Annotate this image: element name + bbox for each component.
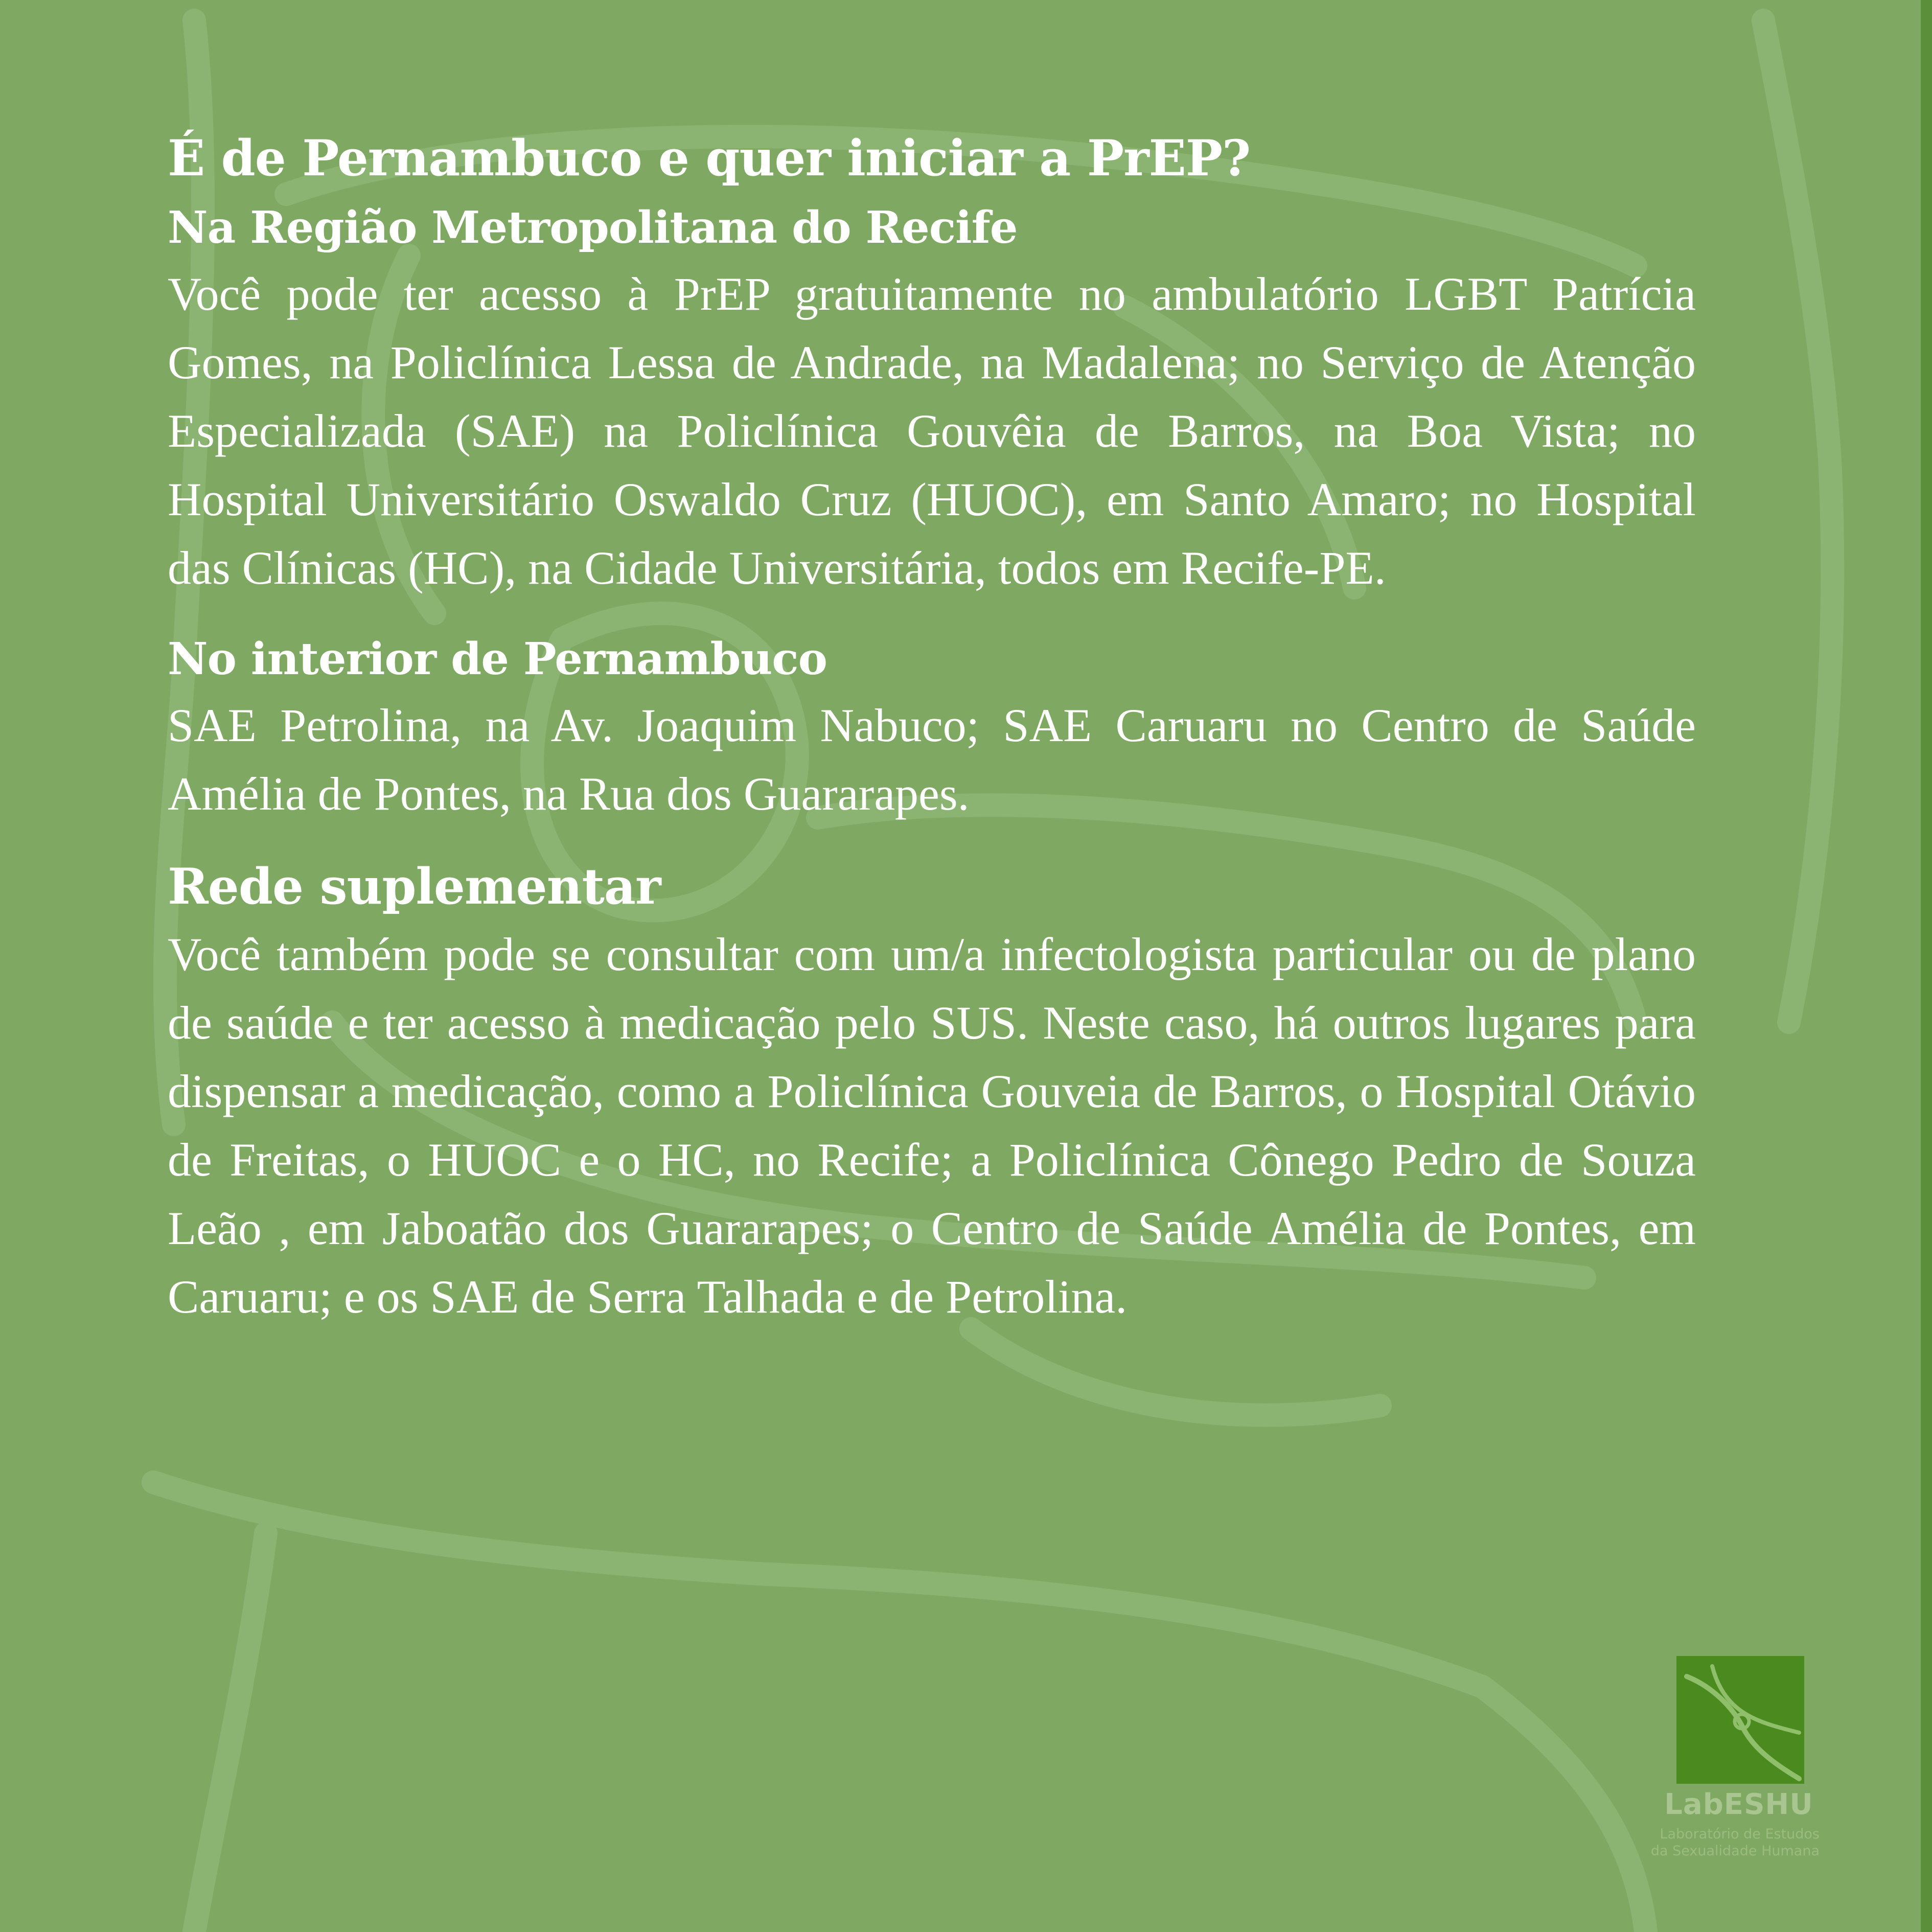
logo-subtitle [1610,1826,1820,1859]
logo-subtitle-line: da Sexualidade Humana [1650,1843,1820,1859]
labeshu-logo [1610,1656,1825,1860]
logo-mark-icon [1676,1656,1804,1784]
logo-name: LabESHU [1664,1788,1813,1821]
section-text: Você pode ter acesso à PrEP gratuitamente no ambulatório LGBT Patrícia Gomes, na Policlínica Lessa de Andrade, na Madalena; no Serviço de Atenção Especializada (SAE) na Policlínica Gouvêia de Barros, na Boa Vista; no Hospital Universitário Oswaldo Cruz (HUOC), em Santo Amaro; no Hospital das Clínicas (HC), na Cidade Universitária, todos em Recife-PE. [168,268,1696,594]
page-title: É de Pernambuco e quer iniciar a PrEP? [168,129,1251,187]
section-interior [168,628,1696,828]
section-text: SAE Petrolina, na Av. Joaquim Nabuco; SAE Caruaru no Centro de Saúde Amélia de Pontes, na Rua dos Guararapes. [168,699,1696,820]
section-metropolitan-region [168,196,1696,602]
right-edge-stripe [1921,0,1932,1932]
section-title: No interior de Pernambuco [168,633,827,685]
logo-subtitle-line: Laboratório de Estudos [1660,1826,1820,1842]
section-supplementary-network [168,854,1696,1331]
section-title: Rede suplementar [168,858,661,915]
section-text: Você também pode se consultar com um/a infectologista particular ou de plano de saúde e ter acesso à medicação pelo SUS. Neste caso, há outros lugares para dispensar a medicação, como a Policlínica Gouveia de Barros, o Hospital Otávio de Freitas, o HUOC e o HC, no Recife; a Policlínica Cônego Pedro de Souza Leão , em Jaboatão dos Guararapes; o Centro de Saúde Amélia de Pontes, em Caruaru; e os SAE de Serra Talhada e de Petrolina. [168,928,1696,1323]
section-title: Na Região Metropolitana do Recife [168,202,1018,254]
main-content [168,123,1696,1356]
